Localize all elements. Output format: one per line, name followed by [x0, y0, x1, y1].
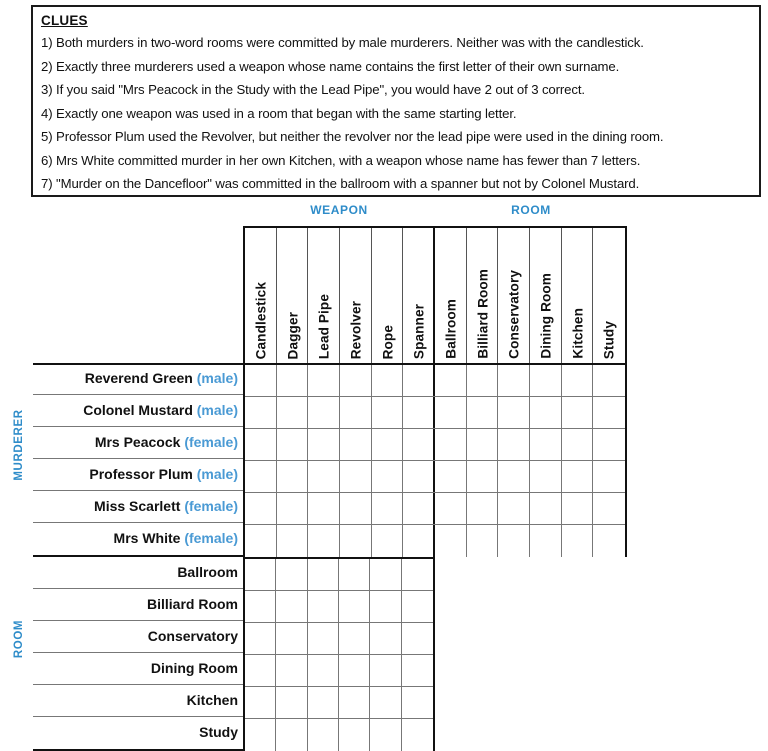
- row-label-conservatory: [33, 621, 243, 653]
- matrix-cell[interactable]: [498, 429, 530, 460]
- matrix-cell[interactable]: [277, 429, 309, 460]
- matrix-cell[interactable]: [467, 461, 499, 492]
- row-label-name: Dining Room: [150, 660, 238, 676]
- row-label-gender: (female): [184, 498, 238, 514]
- matrix-row: [245, 623, 433, 655]
- matrix-cell[interactable]: [498, 461, 530, 492]
- matrix-cell[interactable]: [308, 655, 339, 686]
- column-header-rope: [372, 228, 404, 363]
- matrix-cell[interactable]: [245, 493, 277, 524]
- column-header-label: Candlestick: [253, 281, 269, 359]
- murderer-matrix: [243, 363, 627, 557]
- matrix-cell[interactable]: [339, 687, 370, 718]
- matrix-cell[interactable]: [370, 559, 401, 590]
- row-label-professor-plum: [33, 459, 243, 491]
- matrix-cell[interactable]: [245, 397, 277, 428]
- matrix-cell[interactable]: [276, 719, 307, 751]
- row-label-study: [33, 717, 243, 749]
- row-label-gender: (female): [184, 530, 238, 546]
- matrix-cell[interactable]: [276, 655, 307, 686]
- matrix-cell[interactable]: [562, 365, 594, 396]
- row-label-gender: (male): [196, 402, 238, 418]
- matrix-cell[interactable]: [245, 687, 276, 718]
- row-label-gender: (female): [184, 434, 238, 450]
- column-header-band: [243, 226, 627, 363]
- matrix-cell[interactable]: [435, 525, 467, 557]
- matrix-cell[interactable]: [467, 397, 499, 428]
- column-header-dagger: [277, 228, 309, 363]
- row-label-mrs-white: [33, 523, 243, 555]
- column-header-label: Study: [601, 320, 617, 359]
- column-header-label: Revolver: [348, 300, 364, 359]
- column-header-study: [593, 228, 625, 363]
- matrix-cell[interactable]: [530, 429, 562, 460]
- matrix-cell[interactable]: [403, 525, 435, 557]
- matrix-cell[interactable]: [339, 559, 370, 590]
- matrix-cell[interactable]: [435, 397, 467, 428]
- row-label-ballroom: [33, 557, 243, 589]
- matrix-cell[interactable]: [308, 397, 340, 428]
- row-label-name: Conservatory: [147, 628, 238, 644]
- matrix-cell[interactable]: [467, 493, 499, 524]
- matrix-cell[interactable]: [339, 591, 370, 622]
- matrix-cell[interactable]: [276, 559, 307, 590]
- column-header-label: Dagger: [285, 311, 301, 359]
- matrix-cell[interactable]: [340, 429, 372, 460]
- matrix-row: [245, 429, 625, 461]
- row-label-kitchen: [33, 685, 243, 717]
- matrix-row: [245, 461, 625, 493]
- column-header-billiard-room: [467, 228, 499, 363]
- matrix-row: [245, 493, 625, 525]
- matrix-cell[interactable]: [308, 591, 339, 622]
- row-label-name: Ballroom: [177, 564, 238, 580]
- matrix-cell[interactable]: [372, 429, 404, 460]
- matrix-cell[interactable]: [402, 591, 433, 622]
- matrix-cell[interactable]: [372, 397, 404, 428]
- clue-item-3: 3) If you said "Mrs Peacock in the Study with the Lead Pipe", you would have 2 out of 3 correct.: [41, 82, 585, 97]
- matrix-cell[interactable]: [562, 429, 594, 460]
- matrix-cell[interactable]: [403, 397, 435, 428]
- matrix-cell[interactable]: [593, 461, 625, 492]
- matrix-cell[interactable]: [562, 461, 594, 492]
- column-header-dining-room: [530, 228, 562, 363]
- row-label-colonel-mustard: [33, 395, 243, 427]
- matrix-cell[interactable]: [402, 655, 433, 686]
- matrix-cell[interactable]: [277, 365, 309, 396]
- matrix-cell[interactable]: [277, 397, 309, 428]
- matrix-cell[interactable]: [245, 591, 276, 622]
- matrix-cell[interactable]: [340, 365, 372, 396]
- matrix-cell[interactable]: [372, 461, 404, 492]
- matrix-row: [245, 397, 625, 429]
- matrix-row: [245, 591, 433, 623]
- matrix-cell[interactable]: [245, 655, 276, 686]
- matrix-cell[interactable]: [498, 493, 530, 524]
- matrix-cell[interactable]: [245, 365, 277, 396]
- matrix-cell[interactable]: [498, 525, 530, 557]
- column-header-spanner: [403, 228, 435, 363]
- row-label-name: Kitchen: [186, 692, 238, 708]
- matrix-row: [245, 525, 625, 557]
- row-label-reverend-green: [33, 363, 243, 395]
- matrix-cell[interactable]: [435, 461, 467, 492]
- matrix-cell[interactable]: [403, 429, 435, 460]
- matrix-cell[interactable]: [308, 461, 340, 492]
- matrix-row: [245, 687, 433, 719]
- matrix-cell[interactable]: [435, 429, 467, 460]
- row-label-name: Professor Plum: [89, 466, 193, 482]
- matrix-cell[interactable]: [340, 397, 372, 428]
- matrix-cell[interactable]: [402, 719, 433, 751]
- matrix-cell[interactable]: [562, 525, 594, 557]
- column-header-candlestick: [245, 228, 277, 363]
- matrix-cell[interactable]: [370, 687, 401, 718]
- logic-grid: [0, 200, 768, 751]
- category-caption-murderer-side: MURDERER: [13, 409, 25, 481]
- matrix-cell[interactable]: [370, 719, 401, 751]
- column-header-label: Lead Pipe: [316, 293, 332, 359]
- matrix-cell[interactable]: [370, 623, 401, 654]
- matrix-cell[interactable]: [403, 493, 435, 524]
- matrix-cell[interactable]: [530, 493, 562, 524]
- matrix-cell[interactable]: [403, 461, 435, 492]
- matrix-cell[interactable]: [339, 655, 370, 686]
- matrix-cell[interactable]: [276, 687, 307, 718]
- matrix-cell[interactable]: [276, 591, 307, 622]
- column-header-label: Conservatory: [506, 270, 522, 359]
- matrix-cell[interactable]: [593, 397, 625, 428]
- matrix-cell[interactable]: [339, 719, 370, 751]
- category-caption-room-side: ROOM: [13, 619, 25, 659]
- category-caption-weapon: WEAPON: [310, 203, 368, 217]
- row-label-name: Mrs White: [113, 530, 181, 546]
- clue-item-2: 2) Exactly three murderers used a weapon whose name contains the first letter of their own surname.: [41, 58, 620, 74]
- column-header-label: Kitchen: [570, 308, 586, 359]
- matrix-cell[interactable]: [308, 493, 340, 524]
- matrix-cell[interactable]: [593, 525, 625, 557]
- matrix-cell[interactable]: [340, 461, 372, 492]
- matrix-cell[interactable]: [277, 461, 309, 492]
- column-header-conservatory: [498, 228, 530, 363]
- column-header-revolver: [340, 228, 372, 363]
- matrix-cell[interactable]: [530, 397, 562, 428]
- matrix-cell[interactable]: [593, 429, 625, 460]
- column-header-ballroom: [435, 228, 467, 363]
- matrix-row: [245, 655, 433, 687]
- matrix-cell[interactable]: [498, 365, 530, 396]
- clue-item-5: 5) Professor Plum used the Revolver, but neither the revolver nor the lead pipe were used in the dining room.: [41, 129, 664, 144]
- row-label-billiard-room: [33, 589, 243, 621]
- row-label-dining-room: [33, 653, 243, 685]
- matrix-cell[interactable]: [308, 687, 339, 718]
- column-header-label: Ballroom: [443, 299, 459, 359]
- matrix-cell[interactable]: [467, 525, 499, 557]
- matrix-cell[interactable]: [562, 493, 594, 524]
- matrix-cell[interactable]: [530, 525, 562, 557]
- matrix-cell[interactable]: [276, 623, 307, 654]
- matrix-cell[interactable]: [308, 623, 339, 654]
- matrix-cell[interactable]: [245, 429, 277, 460]
- matrix-cell[interactable]: [340, 493, 372, 524]
- column-header-label: Dining Room: [538, 273, 554, 359]
- matrix-cell[interactable]: [308, 429, 340, 460]
- matrix-cell[interactable]: [339, 623, 370, 654]
- matrix-cell[interactable]: [467, 365, 499, 396]
- matrix-cell[interactable]: [340, 525, 372, 557]
- matrix-cell[interactable]: [435, 493, 467, 524]
- matrix-cell[interactable]: [277, 525, 309, 557]
- clue-item-4: 4) Exactly one weapon was used in a room that began with the same starting letter.: [41, 105, 517, 121]
- matrix-cell[interactable]: [372, 493, 404, 524]
- matrix-cell[interactable]: [308, 365, 340, 396]
- matrix-cell[interactable]: [370, 655, 401, 686]
- row-label-name: Colonel Mustard: [83, 402, 193, 418]
- matrix-cell[interactable]: [467, 429, 499, 460]
- matrix-cell[interactable]: [245, 525, 277, 557]
- matrix-cell[interactable]: [245, 719, 276, 751]
- clue-item-7: 7) "Murder on the Dancefloor" was committed in the ballroom with a spanner but not by Colonel Mustard.: [41, 176, 640, 191]
- column-header-label: Rope: [380, 324, 396, 359]
- matrix-row: [245, 719, 433, 751]
- clues-panel: [31, 5, 761, 197]
- matrix-cell[interactable]: [372, 365, 404, 396]
- matrix-cell[interactable]: [372, 525, 404, 557]
- matrix-row: [245, 365, 625, 397]
- column-header-label: Spanner: [411, 303, 427, 359]
- matrix-cell[interactable]: [370, 591, 401, 622]
- matrix-cell[interactable]: [593, 365, 625, 396]
- column-header-kitchen: [562, 228, 594, 363]
- row-label-name: Reverend Green: [84, 370, 193, 386]
- clue-item-6: 6) Mrs White committed murder in her own Kitchen, with a weapon whose name has fewer than 7 letters.: [41, 152, 641, 168]
- matrix-cell[interactable]: [593, 493, 625, 524]
- matrix-cell[interactable]: [308, 525, 340, 557]
- row-label-gender: (male): [196, 370, 238, 386]
- matrix-cell[interactable]: [402, 559, 433, 590]
- matrix-cell[interactable]: [530, 365, 562, 396]
- matrix-cell[interactable]: [245, 623, 276, 654]
- row-label-name: Mrs Peacock: [94, 434, 181, 450]
- matrix-row: [245, 559, 433, 591]
- matrix-cell[interactable]: [277, 493, 309, 524]
- row-label-name: Billiard Room: [146, 596, 238, 612]
- matrix-cell[interactable]: [308, 559, 339, 590]
- matrix-cell[interactable]: [308, 719, 339, 751]
- matrix-cell[interactable]: [403, 365, 435, 396]
- matrix-cell[interactable]: [402, 687, 433, 718]
- matrix-cell[interactable]: [402, 623, 433, 654]
- matrix-cell[interactable]: [562, 397, 594, 428]
- row-label-name: Study: [199, 724, 238, 740]
- row-label-miss-scarlett: [33, 491, 243, 523]
- row-label-gender: (male): [196, 466, 238, 482]
- matrix-cell[interactable]: [435, 365, 467, 396]
- matrix-cell[interactable]: [530, 461, 562, 492]
- row-label-name: Miss Scarlett: [94, 498, 181, 514]
- matrix-cell[interactable]: [245, 461, 277, 492]
- clues-title: CLUES: [41, 13, 88, 28]
- room-matrix: [243, 557, 435, 751]
- clue-item-1: 1) Both murders in two-word rooms were committed by male murderers. Neither was with the candlestick.: [41, 35, 644, 50]
- matrix-cell[interactable]: [498, 397, 530, 428]
- row-label-mrs-peacock: [33, 427, 243, 459]
- column-header-label: Billiard Room: [475, 269, 491, 359]
- matrix-cell[interactable]: [245, 559, 276, 590]
- category-caption-room: ROOM: [511, 203, 551, 217]
- column-header-lead-pipe: [308, 228, 340, 363]
